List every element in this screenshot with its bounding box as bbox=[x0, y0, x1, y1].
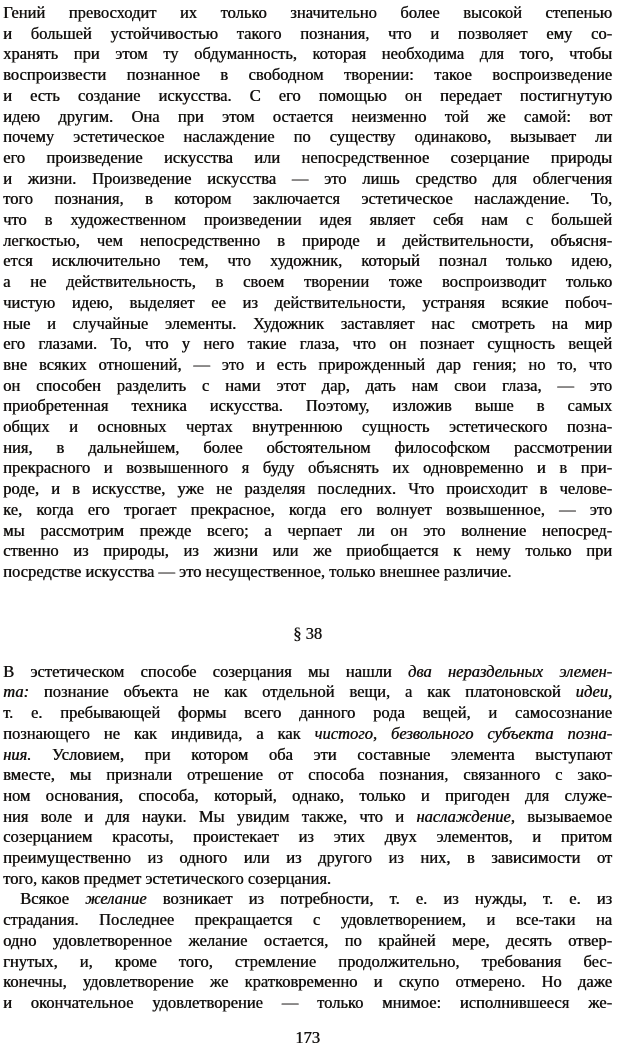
text-line bbox=[3, 765, 612, 786]
text-segment: и большей устойчивостью такого познания, что и позволяет ему со- bbox=[3, 23, 612, 43]
text-segment: общих и основных чертах внутреннюю сущность эстетического позна- bbox=[3, 417, 612, 437]
italic-text-segment: та: bbox=[3, 682, 29, 702]
text-line bbox=[3, 521, 612, 542]
text-segment: ния, в дальнейшем, более обстоятельном философском рассмотрении bbox=[3, 437, 612, 457]
text-line bbox=[3, 210, 612, 231]
text-segment: роде, и в искусстве, уже не разделяя последних. Что происходит в челове- bbox=[3, 479, 612, 499]
text-line bbox=[3, 889, 612, 910]
text-segment: Условием, при котором оба эти составные элемента выступают bbox=[31, 744, 612, 764]
text-segment: легкостью, чем непосредственно в природе и действительности, объясня- bbox=[3, 230, 612, 250]
italic-text-segment: желание bbox=[85, 889, 147, 909]
text-line bbox=[3, 952, 612, 973]
text-line bbox=[3, 993, 612, 1014]
text-line bbox=[3, 724, 612, 745]
text-line bbox=[3, 682, 612, 703]
italic-text-segment: наслаждение, bbox=[416, 806, 515, 826]
text-line bbox=[3, 65, 612, 86]
italic-text-segment: два нераздельных элемен- bbox=[407, 661, 612, 681]
text-line bbox=[3, 334, 612, 355]
text-line bbox=[3, 910, 612, 931]
text-segment: страдания. Последнее прекращается с удовлетворением, и все-таки на bbox=[3, 910, 612, 930]
text-line bbox=[3, 479, 612, 500]
text-segment: его глазами. То, что у него такие глаза, что он познает сущность вещей bbox=[3, 334, 612, 354]
text-segment: ственно из природы, из жизни или же приобщается к нему только при bbox=[3, 541, 612, 561]
text-segment: мы рассмотрим прежде всего; а черпает ли он это волнение непосред- bbox=[3, 520, 612, 540]
text-segment: воспроизвести познанное в свободном творении: такое воспроизведение bbox=[3, 65, 612, 85]
text-segment: познающего не как индивида, а как bbox=[3, 723, 315, 743]
text-segment: он способен разделить с нами этот дар, дать нам свои глаза, — это bbox=[3, 375, 612, 395]
text-line bbox=[3, 662, 612, 683]
text-segment: что в художественном произведении идея являет себя нам с большей bbox=[3, 210, 612, 230]
text-segment: и есть создание искусства. С его помощью он передает постигнутую bbox=[3, 85, 612, 105]
text-line bbox=[3, 396, 612, 417]
text-line bbox=[3, 541, 612, 562]
text-segment: хранять при этом ту обдуманность, которая необходима для того, чтобы bbox=[3, 44, 612, 64]
text-line bbox=[3, 3, 612, 24]
text-line bbox=[3, 869, 612, 890]
text-line bbox=[3, 24, 612, 45]
text-segment: преимущественно из одного или из другого из них, в зависимости от bbox=[3, 848, 612, 868]
text-segment: возникает из потребности, т. е. из нужды, т. е. из bbox=[146, 889, 612, 909]
text-line bbox=[3, 127, 612, 148]
text-segment: ется исключительно тем, что художник, который познал только идею, bbox=[3, 251, 612, 271]
text-segment: ке, когда его трогает прекрасное, когда его волнует возвышенное, — это bbox=[3, 499, 612, 519]
text-segment: и жизни. Произведение искусства — это лишь средство для облегчения bbox=[3, 168, 612, 188]
text-line bbox=[3, 293, 612, 314]
text-line bbox=[3, 251, 612, 272]
text-line bbox=[3, 189, 612, 210]
text-line bbox=[3, 827, 612, 848]
text-segment: вне всяких отношений, — это и есть прирожденный дар гения; но то, что bbox=[3, 354, 612, 374]
text-segment: познание объекта не как отдельной вещи, а как платоновской bbox=[28, 682, 576, 702]
text-line bbox=[3, 376, 612, 397]
text-segment: ном основания, способа, который, однако, только и пригоден для служе- bbox=[3, 785, 612, 805]
paragraph bbox=[3, 662, 612, 890]
text-segment: того, каков предмет эстетического созерцания. bbox=[3, 868, 331, 888]
text-line bbox=[3, 86, 612, 107]
text-line bbox=[3, 148, 612, 169]
text-segment: а не действительность, в своем творении тоже воспроизводит только bbox=[3, 272, 612, 292]
section-heading: § 38 bbox=[293, 623, 322, 643]
text-line bbox=[3, 272, 612, 293]
text-segment: посредстве искусства — это несущественное, только внешнее различие. bbox=[3, 561, 512, 581]
page-number: 173 bbox=[295, 1027, 320, 1047]
text-segment: прекрасного и возвышенного я буду объяснять их одновременно и в при- bbox=[3, 458, 612, 478]
text-line bbox=[3, 745, 612, 766]
paragraph bbox=[3, 889, 612, 1013]
text-segment: почему эстетическое наслаждение по существу одинаково, вызывает ли bbox=[3, 127, 612, 147]
text-segment: Всякое bbox=[20, 889, 86, 909]
paragraph bbox=[3, 3, 612, 583]
text-segment: и окончательное удовлетворение — только мнимое: исполнившееся же- bbox=[3, 992, 612, 1012]
text-segment: того познания, в котором заключается эстетическое наслаждение. То, bbox=[3, 189, 612, 209]
text-line bbox=[3, 355, 612, 376]
text-segment: одно удовлетворенное желание остается, по крайней мере, десять отвер- bbox=[3, 930, 612, 950]
text-line bbox=[3, 417, 612, 438]
text-line bbox=[3, 848, 612, 869]
text-line bbox=[3, 972, 612, 993]
italic-text-segment: чистого, безвольного субъекта позна- bbox=[314, 723, 612, 743]
italic-text-segment: ния. bbox=[3, 744, 32, 764]
text-segment: т. е. пребывающей формы всего данного рода вещей, и самосознание bbox=[3, 703, 612, 723]
text-line bbox=[3, 931, 612, 952]
text-segment: конечны, удовлетворение же кратковременно и скупо отмерено. Но даже bbox=[3, 972, 612, 992]
text-segment: ния воле и для науки. Мы увидим также, что и bbox=[3, 806, 417, 826]
text-segment: приобретенная техника искусства. Поэтому, изложив выше в самых bbox=[3, 396, 612, 416]
text-line bbox=[3, 562, 612, 583]
text-line bbox=[3, 703, 612, 724]
text-line bbox=[3, 231, 612, 252]
text-segment: ные и случайные элементы. Художник заставляет нас смотреть на мир bbox=[3, 313, 612, 333]
text-line bbox=[3, 458, 612, 479]
text-line bbox=[3, 44, 612, 65]
text-line bbox=[3, 169, 612, 190]
text-segment: Гений превосходит их только значительно более высокой степенью bbox=[3, 3, 612, 22]
text-line bbox=[3, 438, 612, 459]
text-segment: его произведение искусства или непосредственное созерцание природы bbox=[3, 147, 612, 167]
text-segment: В эстетическом способе созерцания мы нашли bbox=[3, 661, 408, 681]
text-line bbox=[3, 314, 612, 335]
text-line bbox=[3, 107, 612, 128]
text-line bbox=[3, 807, 612, 828]
text-segment: вызываемое bbox=[514, 806, 612, 826]
text-segment: чистую идею, выделяет ее из действительности, устраняя всякие побоч- bbox=[3, 292, 612, 312]
text-line bbox=[3, 786, 612, 807]
body-text bbox=[3, 3, 612, 1014]
text-segment: идею другим. Она при этом остается неизменно той же самой: вот bbox=[3, 106, 612, 126]
italic-text-segment: идеи, bbox=[575, 682, 612, 702]
text-segment: вместе, мы признали отрешение от способа познания, связанного с зако- bbox=[3, 765, 612, 785]
text-segment: гнутых, и, кроме того, стремление продолжительно, требования бес- bbox=[3, 951, 612, 971]
text-segment: созерцанием красоты, проистекает из этих двух элементов, и притом bbox=[3, 827, 612, 847]
text-line bbox=[3, 500, 612, 521]
